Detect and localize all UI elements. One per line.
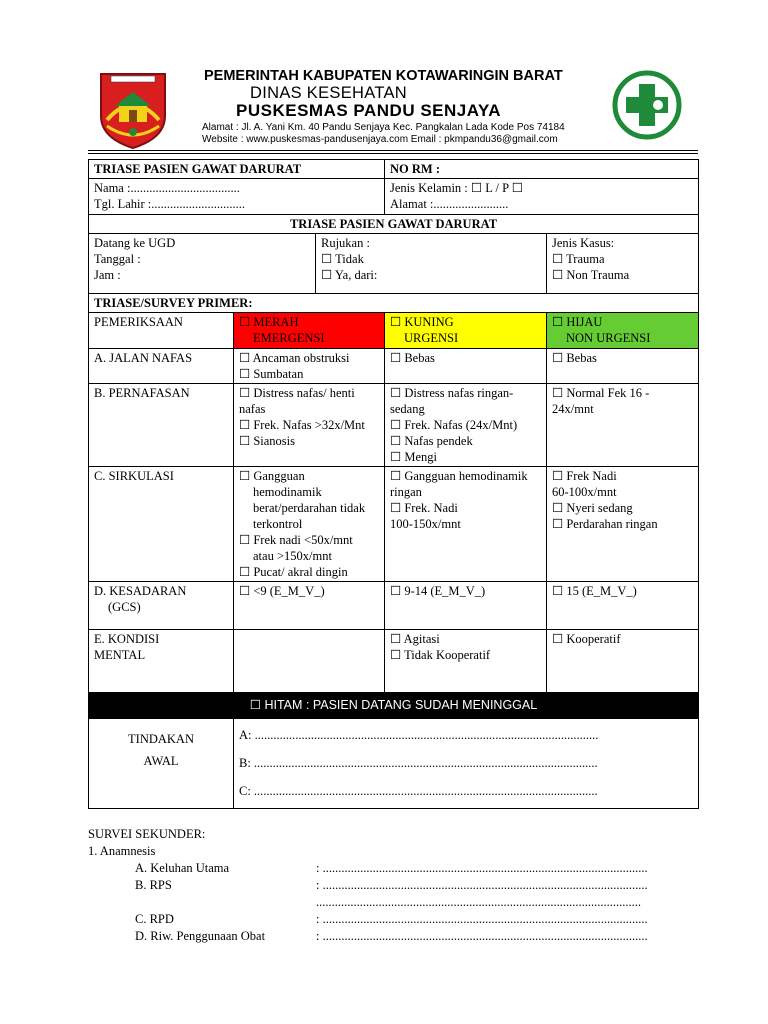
nyeri-sedang-checkbox[interactable]: ☐ Nyeri sedang xyxy=(552,501,633,515)
jalan-nafas-kuning-checkbox[interactable]: ☐ Bebas xyxy=(385,349,547,384)
frek-nadi-50-checkbox[interactable]: ☐ Frek nadi <50x/mnt xyxy=(239,533,353,547)
tidak-kooperatif-checkbox[interactable]: ☐ Tidak Kooperatif xyxy=(390,648,491,662)
header-government: PEMERINTAH KABUPATEN KOTAWARINGIN BARAT xyxy=(204,68,563,84)
perdarahan-ringan-checkbox[interactable]: ☐ Perdarahan ringan xyxy=(552,517,658,531)
frek-nadi-60-checkbox[interactable]: ☐ Frek Nadi xyxy=(552,469,617,483)
puskesmas-cross-logo-icon xyxy=(612,70,682,140)
tindakan-awal-label: TINDAKAN AWAL xyxy=(89,719,234,809)
pernafasan-merah xyxy=(234,384,385,467)
rps-field[interactable]: : ........................................................................................................ xyxy=(316,878,648,892)
rujukan-label: Rujukan : xyxy=(321,236,370,250)
distress-henti-checkbox[interactable]: ☐ Distress nafas/ henti nafas xyxy=(239,386,355,416)
sirkulasi-merah: ☐ Gangguan hemodinamik berat/perdarahan tidak terkontrol ☐ Frek nadi <50x/mnt atau >150x/mnt ☐ Pucat/ akral dingin xyxy=(234,467,385,582)
referral-cell xyxy=(316,234,547,294)
jalan-nafas-merah xyxy=(234,349,385,384)
gcs-kuning-checkbox[interactable]: ☐ 9-14 (E_M_V_) xyxy=(385,582,547,630)
jam-field[interactable]: Jam : xyxy=(94,268,121,282)
no-rm-field[interactable]: NO RM : xyxy=(385,160,699,179)
rpd-label: C. RPD xyxy=(135,912,174,926)
keluhan-utama-label: A. Keluhan Utama xyxy=(135,861,230,875)
tindakan-b-field[interactable]: B: .............................................................................................................. xyxy=(239,756,598,770)
sirkulasi-label: C. SIRKULASI xyxy=(89,467,234,582)
header-contact: Website : www.puskesmas-pandusenjaya.com Email : pkmpandu36@gmail.com xyxy=(202,134,558,145)
jalan-nafas-label: A. JALAN NAFAS xyxy=(89,349,234,384)
mengi-checkbox[interactable]: ☐ Mengi xyxy=(390,450,437,464)
sirkulasi-kuning: ☐ Gangguan hemodinamik ringan ☐ Frek. Nadi 100-150x/mnt xyxy=(385,467,547,582)
non-trauma-checkbox[interactable]: ☐ Non Trauma xyxy=(552,268,630,282)
rujukan-ya-checkbox[interactable]: ☐ Ya, dari: xyxy=(321,268,378,282)
nafas-pendek-checkbox[interactable]: ☐ Nafas pendek xyxy=(390,434,473,448)
sumbatan-checkbox[interactable]: ☐ Sumbatan xyxy=(239,367,304,381)
rpd-field[interactable]: : ........................................................................................................ xyxy=(316,912,648,926)
kondisi-mental-kuning xyxy=(385,630,547,693)
frek-nafas-32-checkbox[interactable]: ☐ Frek. Nafas >32x/Mnt xyxy=(239,418,365,432)
header-puskesmas: PUSKESMAS PANDU SENJAYA xyxy=(236,101,501,120)
pernafasan-kuning xyxy=(385,384,547,467)
rps-label: B. RPS xyxy=(135,878,172,892)
gangguan-berat-checkbox[interactable]: ☐ Gangguan xyxy=(239,469,305,483)
kotawaringin-barat-emblem-icon xyxy=(97,70,169,150)
header-divider xyxy=(88,150,698,151)
tindakan-a-field[interactable]: A: .............................................................................................................. xyxy=(239,728,599,742)
jalan-nafas-hijau-checkbox[interactable]: ☐ Bebas xyxy=(547,349,699,384)
letterhead xyxy=(0,0,768,160)
hijau-header[interactable]: ☐ HIJAU NON URGENSI xyxy=(547,313,699,349)
riwayat-obat-label: D. Riw. Penggunaan Obat xyxy=(135,929,266,943)
form-title: TRIASE PASIEN GAWAT DARURAT xyxy=(89,160,385,179)
distress-ringan-checkbox[interactable]: ☐ Distress nafas ringan-sedang xyxy=(390,386,514,416)
sirkulasi-hijau: ☐ Frek Nadi 60-100x/mnt ☐ Nyeri sedang ☐ Perdarahan ringan xyxy=(547,467,699,582)
tindakan-c-field[interactable]: C: .............................................................................................................. xyxy=(239,784,598,798)
survey-primer-title: TRIASE/SURVEY PRIMER: xyxy=(89,294,699,313)
kesadaran-label: D. KESADARAN (GCS) xyxy=(89,582,234,630)
tindakan-awal-fields xyxy=(234,719,699,809)
tanggal-field[interactable]: Tanggal : xyxy=(94,252,141,266)
frek-nafas-24-checkbox[interactable]: ☐ Frek. Nafas (24x/Mnt) xyxy=(390,418,518,432)
sianosis-checkbox[interactable]: ☐ Sianosis xyxy=(239,434,296,448)
header-address: Alamat : Jl. A. Yani Km. 40 Pandu Senjaya Kec. Pangkalan Lada Kode Pos 74184 xyxy=(202,122,565,133)
frek-nadi-100-checkbox[interactable]: ☐ Frek. Nadi xyxy=(390,501,458,515)
jenis-kelamin-field[interactable]: Jenis Kelamin : ☐ L / P ☐ xyxy=(390,181,523,195)
ancaman-obstruksi-checkbox[interactable]: ☐ Ancaman obstruksi xyxy=(239,351,350,365)
identity-cell xyxy=(89,179,385,215)
jenis-kasus-label: Jenis Kasus: xyxy=(552,236,615,250)
gender-address-cell xyxy=(385,179,699,215)
datang-ugd-label: Datang ke UGD xyxy=(94,236,176,250)
case-type-cell xyxy=(547,234,699,294)
riwayat-obat-field[interactable]: : ........................................................................................................ xyxy=(316,929,648,943)
rps-field-continued[interactable]: ........................................................................................................ xyxy=(316,895,641,909)
kooperatif-checkbox[interactable]: ☐ Kooperatif xyxy=(547,630,699,693)
survei-sekunder-title: SURVEI SEKUNDER: xyxy=(88,827,206,841)
anamnesis-label: 1. Anamnesis xyxy=(88,844,156,858)
header-divider xyxy=(88,153,698,154)
tgl-lahir-field[interactable]: Tgl. Lahir :.............................. xyxy=(94,197,246,211)
alamat-field[interactable]: Alamat :........................ xyxy=(390,197,509,211)
pucat-akral-checkbox[interactable]: ☐ Pucat/ akral dingin xyxy=(239,565,348,579)
nama-field[interactable]: Nama :................................... xyxy=(94,181,240,195)
merah-header[interactable]: ☐ MERAH EMERGENSI xyxy=(234,313,385,349)
gcs-merah-checkbox[interactable]: ☐ <9 (E_M_V_) xyxy=(234,582,385,630)
hitam-row-checkbox[interactable]: ☐ HITAM : PASIEN DATANG SUDAH MENINGGAL xyxy=(89,693,699,719)
gcs-hijau-checkbox[interactable]: ☐ 15 (E_M_V_) xyxy=(547,582,699,630)
arrival-cell xyxy=(89,234,316,294)
agitasi-checkbox[interactable]: ☐ Agitasi xyxy=(390,632,440,646)
pemeriksaan-header: PEMERIKSAAN xyxy=(89,313,234,349)
rujukan-tidak-checkbox[interactable]: ☐ Tidak xyxy=(321,252,364,266)
kondisi-mental-label: E. KONDISI MENTAL xyxy=(89,630,234,693)
pernafasan-label: B. PERNAFASAN xyxy=(89,384,234,467)
kuning-header[interactable]: ☐ KUNING URGENSI xyxy=(385,313,547,349)
form-subtitle: TRIASE PASIEN GAWAT DARURAT xyxy=(89,215,699,234)
header-department: DINAS KESEHATAN xyxy=(250,84,408,102)
gangguan-ringan-checkbox[interactable]: ☐ Gangguan hemodinamik ringan xyxy=(390,469,528,499)
keluhan-utama-field[interactable]: : ........................................................................................................ xyxy=(316,861,648,875)
survei-sekunder xyxy=(88,826,698,945)
normal-fek-checkbox[interactable]: ☐ Normal Fek 16 - 24x/mnt xyxy=(547,384,699,467)
triage-form xyxy=(88,159,699,809)
kondisi-mental-merah xyxy=(234,630,385,693)
trauma-checkbox[interactable]: ☐ Trauma xyxy=(552,252,605,266)
